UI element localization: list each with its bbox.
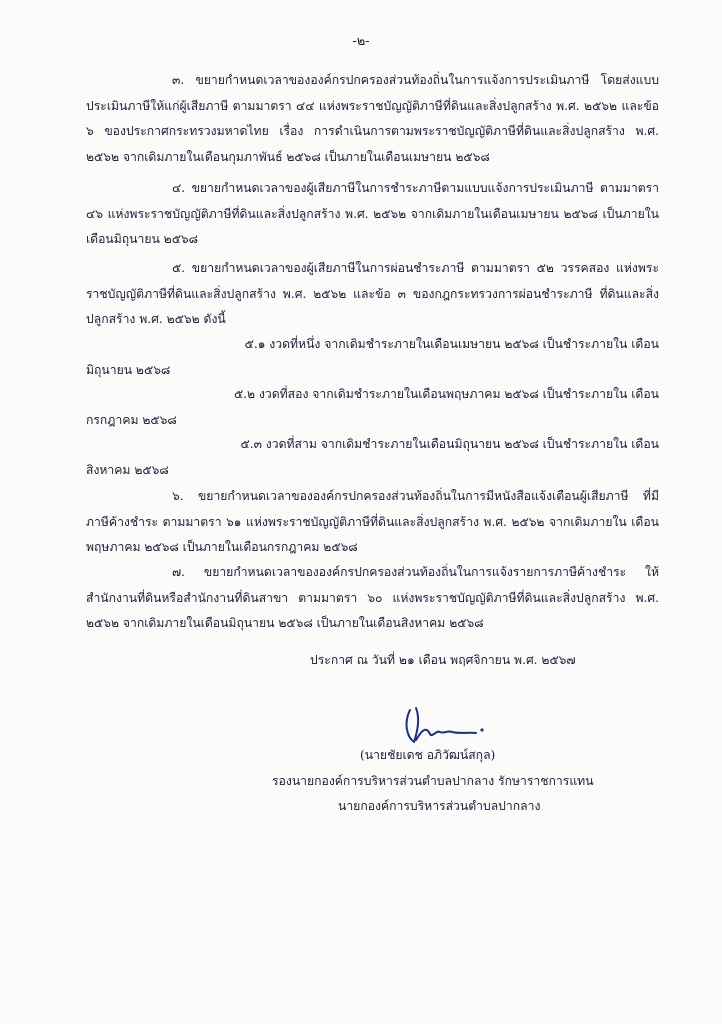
sub-item-5-3 [86, 432, 659, 483]
signatory-position-1: รองนายกองค์การบริหารส่วนตำบลปากลาง รักษาราชการแทน [272, 774, 594, 788]
item-3-paragraph [86, 68, 659, 170]
sub-item-5-1-line-2: มิถุนายน ๒๕๖๘ [86, 362, 171, 377]
sub-item-5-2-line-1: ๕.๒ งวดที่สอง จากเดิมชำระภายในเดือนพฤษภาคม ๒๕๖๘ เป็นชำระภายใน เดือน [233, 387, 659, 401]
sub-item-5-1 [86, 332, 659, 383]
handwritten-signature [396, 700, 488, 748]
sub-item-5-3-line-2: สิงหาคม ๒๕๖๘ [86, 462, 169, 477]
item-5-paragraph [86, 256, 659, 333]
item-5-text: ๕. ขยายกำหนดเวลาของผู้เสียภาษีในการผ่อนชำระภาษี ตามมาตรา ๕๒ วรรคสอง แห่งพระราชบัญญัติภาษีที่ดินและสิ่งปลูกสร้าง พ.ศ. ๒๕๖๒ และข้อ ๓ ของกฎกระทรวงการผ่อนชำระภาษี ที่ดินและสิ่งปลูกสร้าง พ.ศ. ๒๕๖๒ ดังนี้ [86, 261, 659, 326]
item-4-text: ๔. ขยายกำหนดเวลาของผู้เสียภาษีในการชำระภาษีตามแบบแจ้งการประเมินภาษี ตามมาตรา ๔๖ แห่งพระราชบัญญัติภาษีที่ดินและสิ่งปลูกสร้าง พ.ศ. ๒๕๖๒ จากเดิมภายในเดือนเมษายน ๒๕๖๘ เป็นภายในเดือนมิถุนายน ๒๕๖๘ [86, 181, 659, 246]
item-4-paragraph [86, 176, 659, 253]
item-3-text: ๓. ขยายกำหนดเวลาขององค์กรปกครองส่วนท้องถิ่นในการแจ้งการประเมินภาษี โดยส่งแบบประเมินภาษีให้แก่ผู้เสียภาษี ตามมาตรา ๔๔ แห่งพระราชบัญญัติภาษีที่ดินและสิ่งปลูกสร้าง พ.ศ. ๒๕๖๒ และข้อ ๖ ของประกาศกระทรวงมหาดไทย เรื่อง การดำเนินการตามพระราชบัญญัติภาษีที่ดินและสิ่งปลูกสร้าง พ.ศ. ๒๕๖๒ จากเดิมภายในเดือนกุมภาพันธ์ ๒๕๖๘ เป็นภายในเดือนเมษายน ๒๕๖๘ [86, 73, 659, 164]
sub-item-5-2-line-2: กรกฎาคม ๒๕๖๘ [86, 412, 177, 427]
item-7-paragraph [86, 560, 659, 637]
announcement-date: ประกาศ ณ วันที่ ๒๑ เดือน พฤศจิกายน พ.ศ. ๒๕๖๗ [310, 653, 576, 667]
item-6-text: ๖. ขยายกำหนดเวลาขององค์กรปกครองส่วนท้องถิ่นในการมีหนังสือแจ้งเตือนผู้เสียภาษี ที่มีภาษีค้างชำระ ตามมาตรา ๖๑ แห่งพระราชบัญญัติภาษีที่ดินและสิ่งปลูกสร้าง พ.ศ. ๒๕๖๒ จากเดิมภายใน เดือนพฤษภาคม ๒๕๖๘ เป็นภายในเดือนกรกฎาคม ๒๕๖๘ [86, 489, 659, 554]
page-number: -๒- [352, 34, 370, 49]
signatory-position-2: นายกองค์การบริหารส่วนตำบลปากลาง [338, 799, 541, 813]
item-6-paragraph [86, 484, 659, 561]
sub-item-5-1-line-1: ๕.๑ งวดที่หนึ่ง จากเดิมชำระภายในเดือนเมษายน ๒๕๖๘ เป็นชำระภายใน เดือน [244, 337, 659, 351]
item-7-text: ๗. ขยายกำหนดเวลาขององค์กรปกครองส่วนท้องถิ่นในการแจ้งรายการภาษีค้างชำระ ให้สำนักงานที่ดินหรือสำนักงานที่ดินสาขา ตามมาตรา ๖๐ แห่งพระราชบัญญัติภาษีที่ดินและสิ่งปลูกสร้าง พ.ศ. ๒๕๖๒ จากเดิมภายในเดือนมิถุนายน ๒๕๖๘ เป็นภายในเดือนสิงหาคม ๒๕๖๘ [86, 565, 659, 630]
sub-item-5-3-line-1: ๕.๓ งวดที่สาม จากเดิมชำระภายในเดือนมิถุนายน ๒๕๖๘ เป็นชำระภายใน เดือน [240, 437, 659, 451]
signatory-name: (นายชัยเดช อภิวัฒน์สกุล) [360, 748, 496, 762]
sub-item-5-2 [86, 382, 659, 433]
